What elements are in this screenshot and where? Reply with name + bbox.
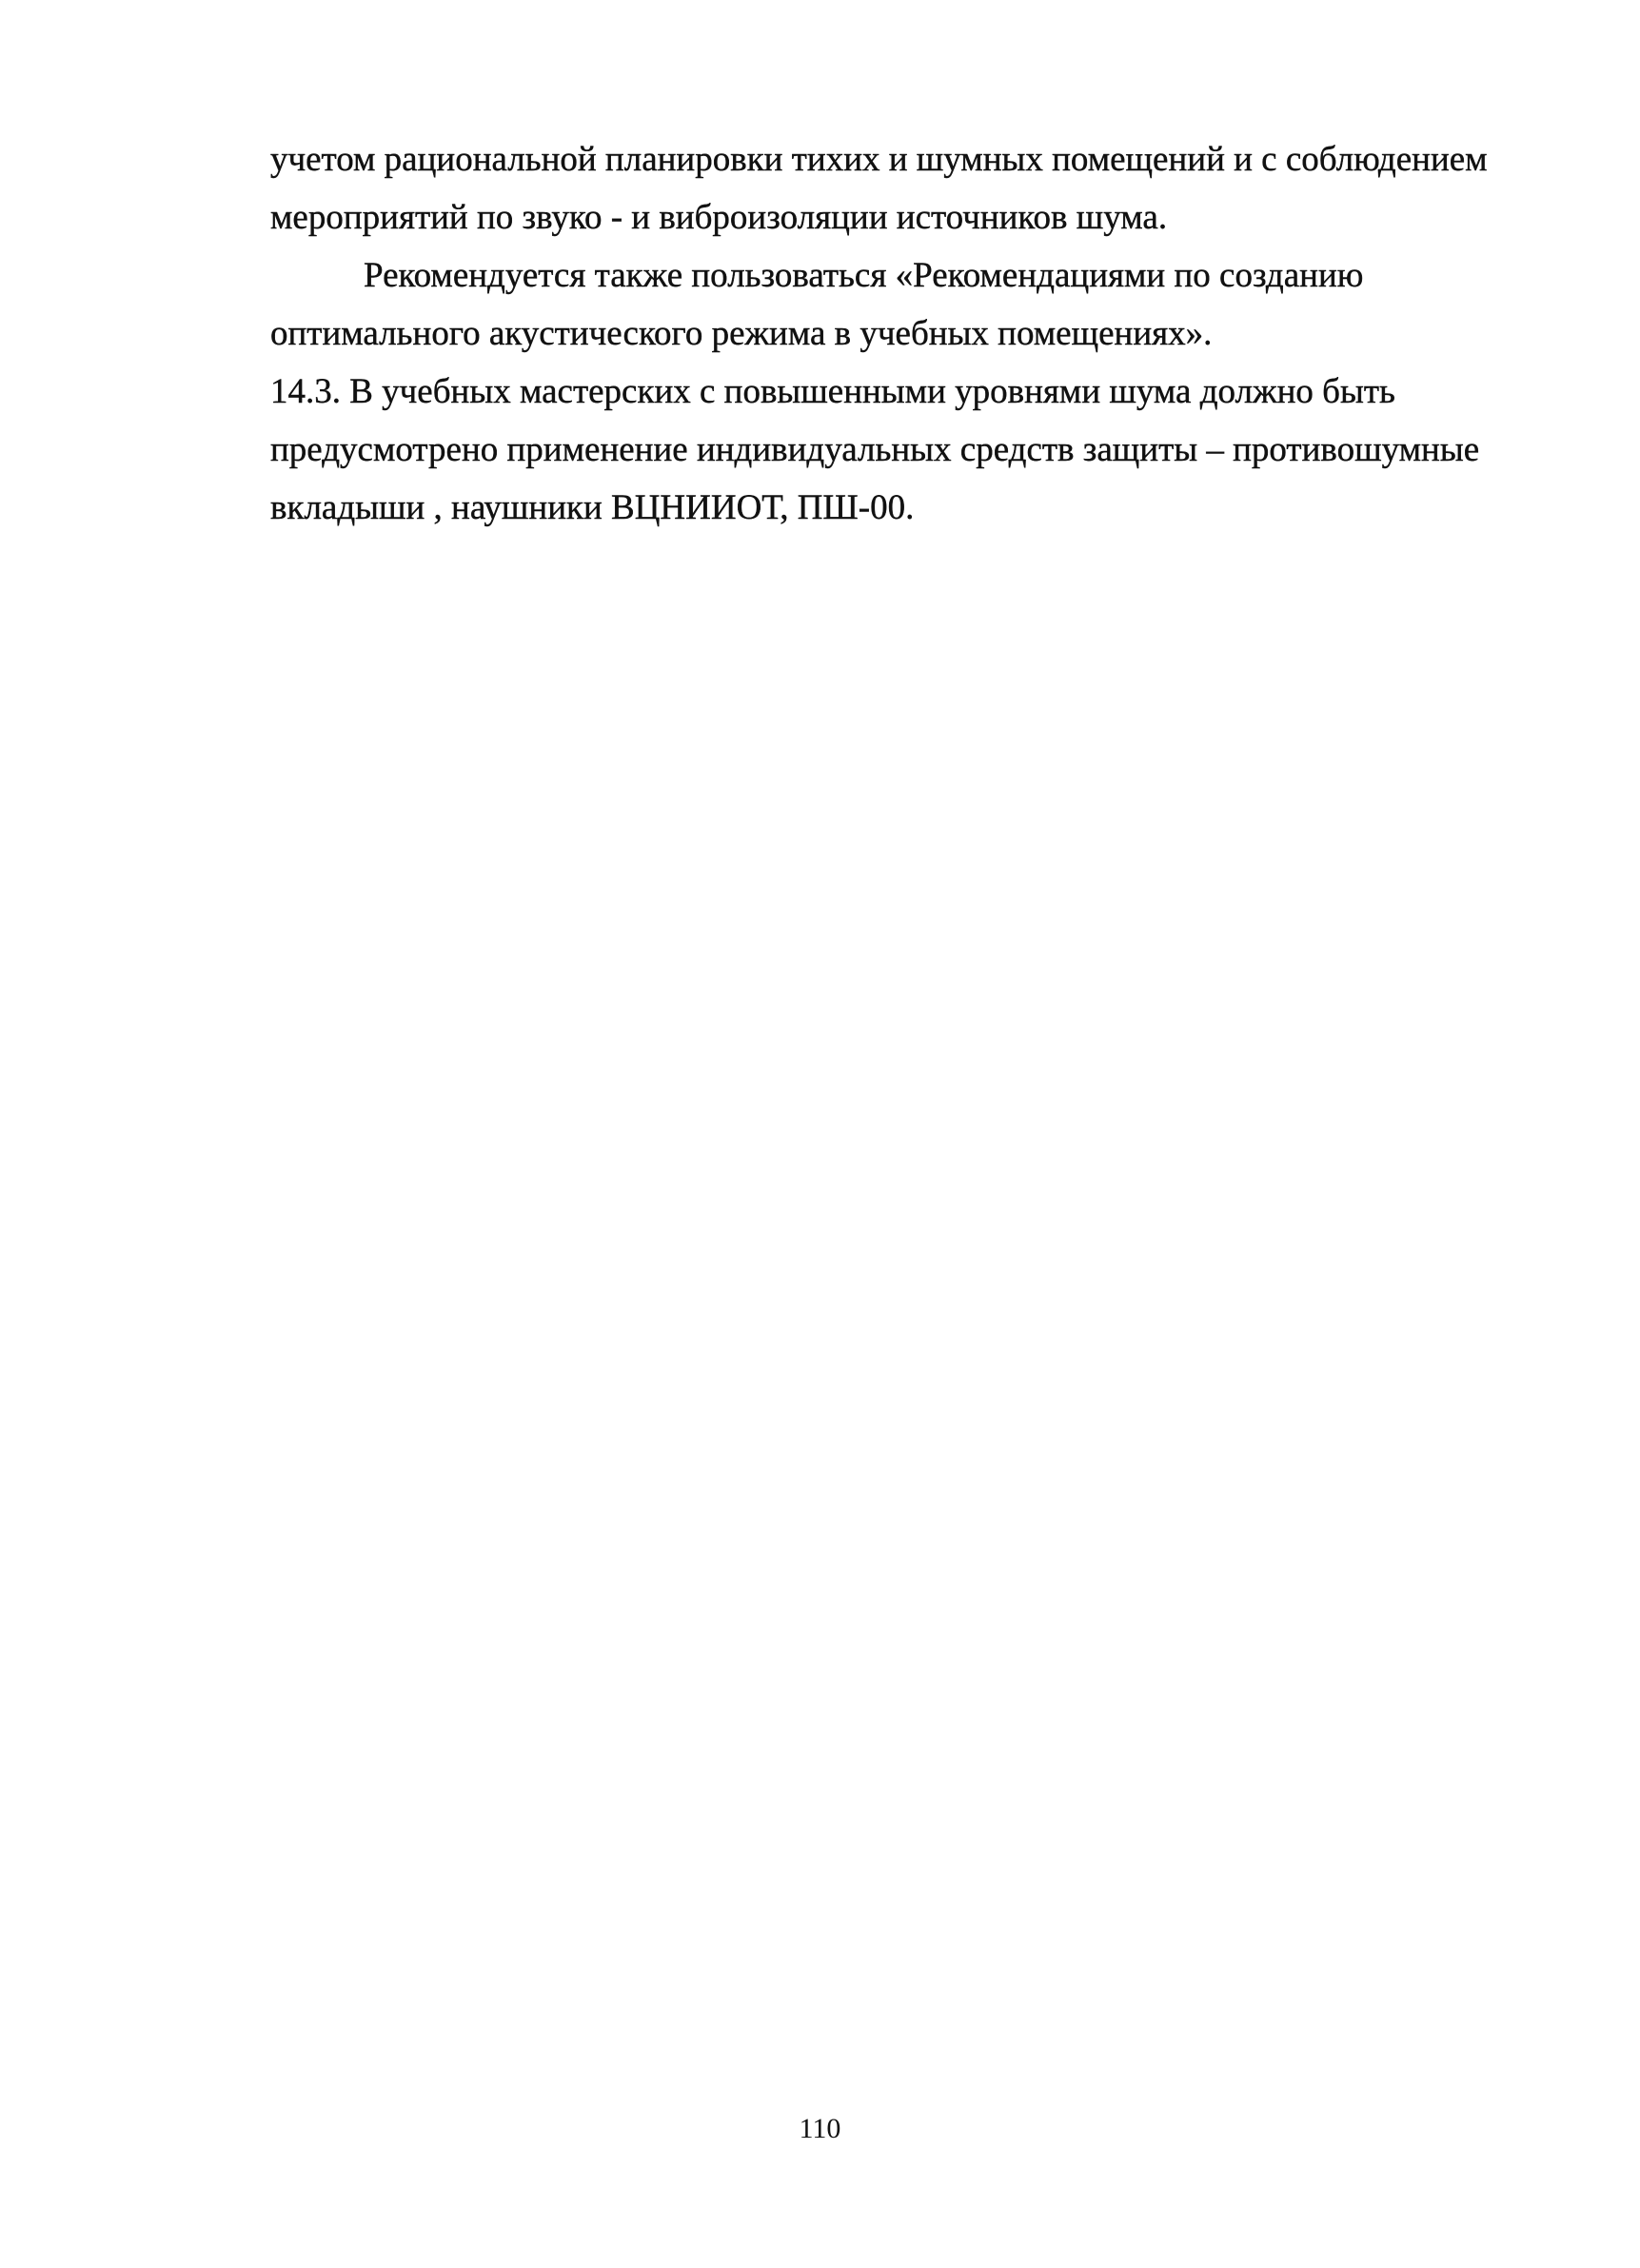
text-line: мероприятий по звуко - и виброизоляции источников шума. bbox=[270, 198, 1168, 237]
text-line: 14.3. В учебных мастерских с повышенными уровнями шума должно быть bbox=[270, 372, 1395, 411]
page-number: 110 bbox=[799, 2113, 841, 2144]
text-line: Рекомендуется также пользоваться «Рекомендациями по созданию bbox=[364, 256, 1364, 295]
text-line: предусмотрено применение индивидуальных средств защиты – противошумные bbox=[270, 430, 1480, 469]
text-line: вкладыши , наушники ВЦНИИОТ, ПШ-00. bbox=[270, 488, 915, 527]
text-line: оптимального акустического режима в учебных помещениях». bbox=[270, 314, 1213, 353]
body-text bbox=[270, 131, 1546, 538]
text-line: учетом рациональной планировки тихих и шумных помещений и с соблюдением bbox=[270, 140, 1488, 179]
